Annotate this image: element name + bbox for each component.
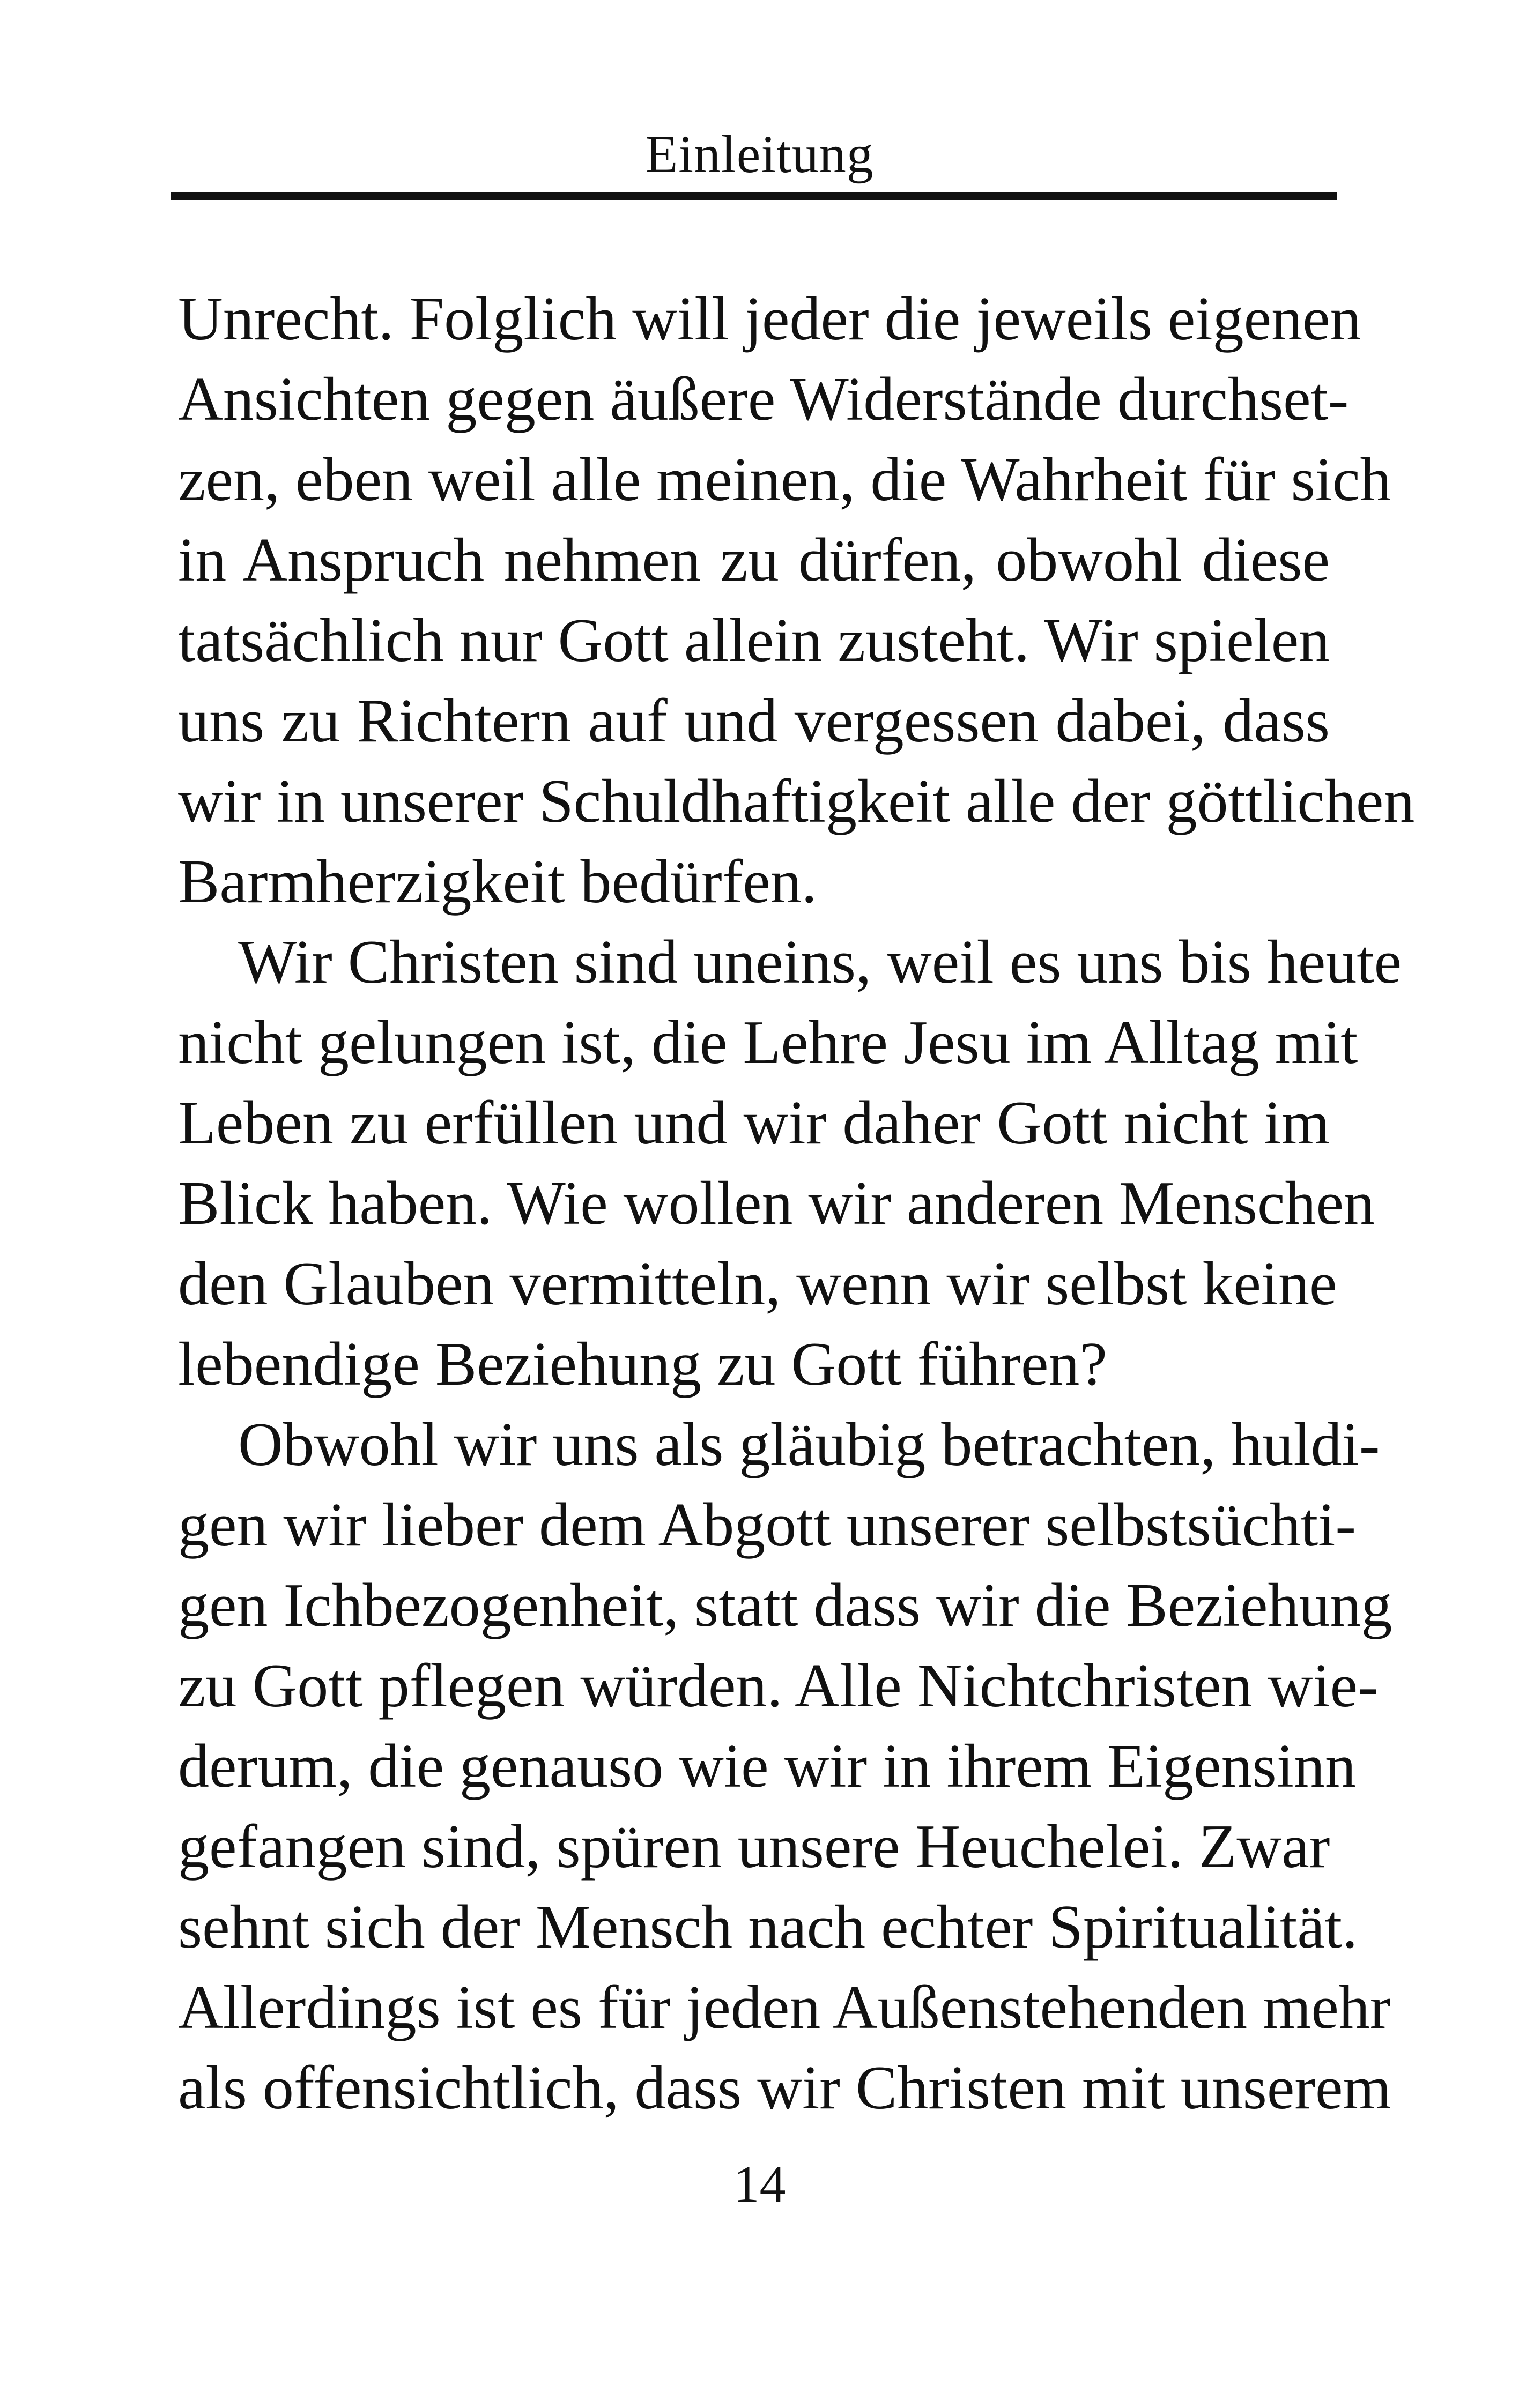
- text-line: derum, die genauso wie wir in ihrem Eigensinn: [178, 1732, 1357, 1801]
- text-line: Wir Christen sind uneins, weil es uns bis heute: [238, 928, 1402, 997]
- text-line: Unrecht. Folglich will jeder die jeweils eigenen: [178, 285, 1361, 353]
- text-line: in Anspruch nehmen zu dürfen, obwohl diese: [178, 526, 1330, 594]
- text-line: Obwohl wir uns als gläubig betrachten, huldi-: [238, 1410, 1380, 1479]
- paragraph: [178, 279, 1415, 922]
- text-line: gefangen sind, spüren unsere Heuchelei. Zwar: [178, 1812, 1330, 1881]
- text-line: lebendige Beziehung zu Gott führen?: [178, 1330, 1107, 1399]
- text-line: den Glauben vermitteln, wenn wir selbst keine: [178, 1250, 1337, 1318]
- body-text: [178, 279, 1415, 2128]
- header-rule: [171, 192, 1337, 200]
- page-number: 14: [733, 2156, 786, 2213]
- text-line: Barmherzigkeit bedürfen.: [178, 848, 817, 916]
- text-line: gen wir lieber dem Abgott unserer selbstsüchti-: [178, 1491, 1357, 1559]
- text-line: uns zu Richtern auf und vergessen dabei, dass: [178, 687, 1330, 755]
- text-line: als offensichtlich, dass wir Christen mit unserem: [178, 2054, 1391, 2122]
- text-line: gen Ichbezogenheit, statt dass wir die Beziehung: [178, 1571, 1392, 1640]
- running-header: Einleitung: [645, 124, 874, 184]
- text-line: tatsächlich nur Gott allein zusteht. Wir spielen: [178, 606, 1330, 675]
- text-line: Leben zu erfüllen und wir daher Gott nicht im: [178, 1089, 1330, 1157]
- text-line: Ansichten gegen äußere Widerstände durchset-: [178, 365, 1349, 434]
- text-line: nicht gelungen ist, die Lehre Jesu im Alltag mit: [178, 1008, 1358, 1077]
- text-line: zen, eben weil alle meinen, die Wahrheit für sich: [178, 445, 1391, 514]
- text-line: Allerdings ist es für jeden Außenstehenden mehr: [178, 1973, 1391, 2042]
- text-line: wir in unserer Schuldhaftigkeit alle der göttlichen: [178, 767, 1415, 836]
- text-line: Blick haben. Wie wollen wir anderen Menschen: [178, 1169, 1375, 1238]
- paragraph: [178, 1404, 1392, 2128]
- paragraph: [178, 922, 1402, 1404]
- text-line: sehnt sich der Mensch nach echter Spiritualität.: [178, 1893, 1358, 1961]
- text-line: zu Gott pflegen würden. Alle Nichtchristen wie-: [178, 1652, 1379, 1720]
